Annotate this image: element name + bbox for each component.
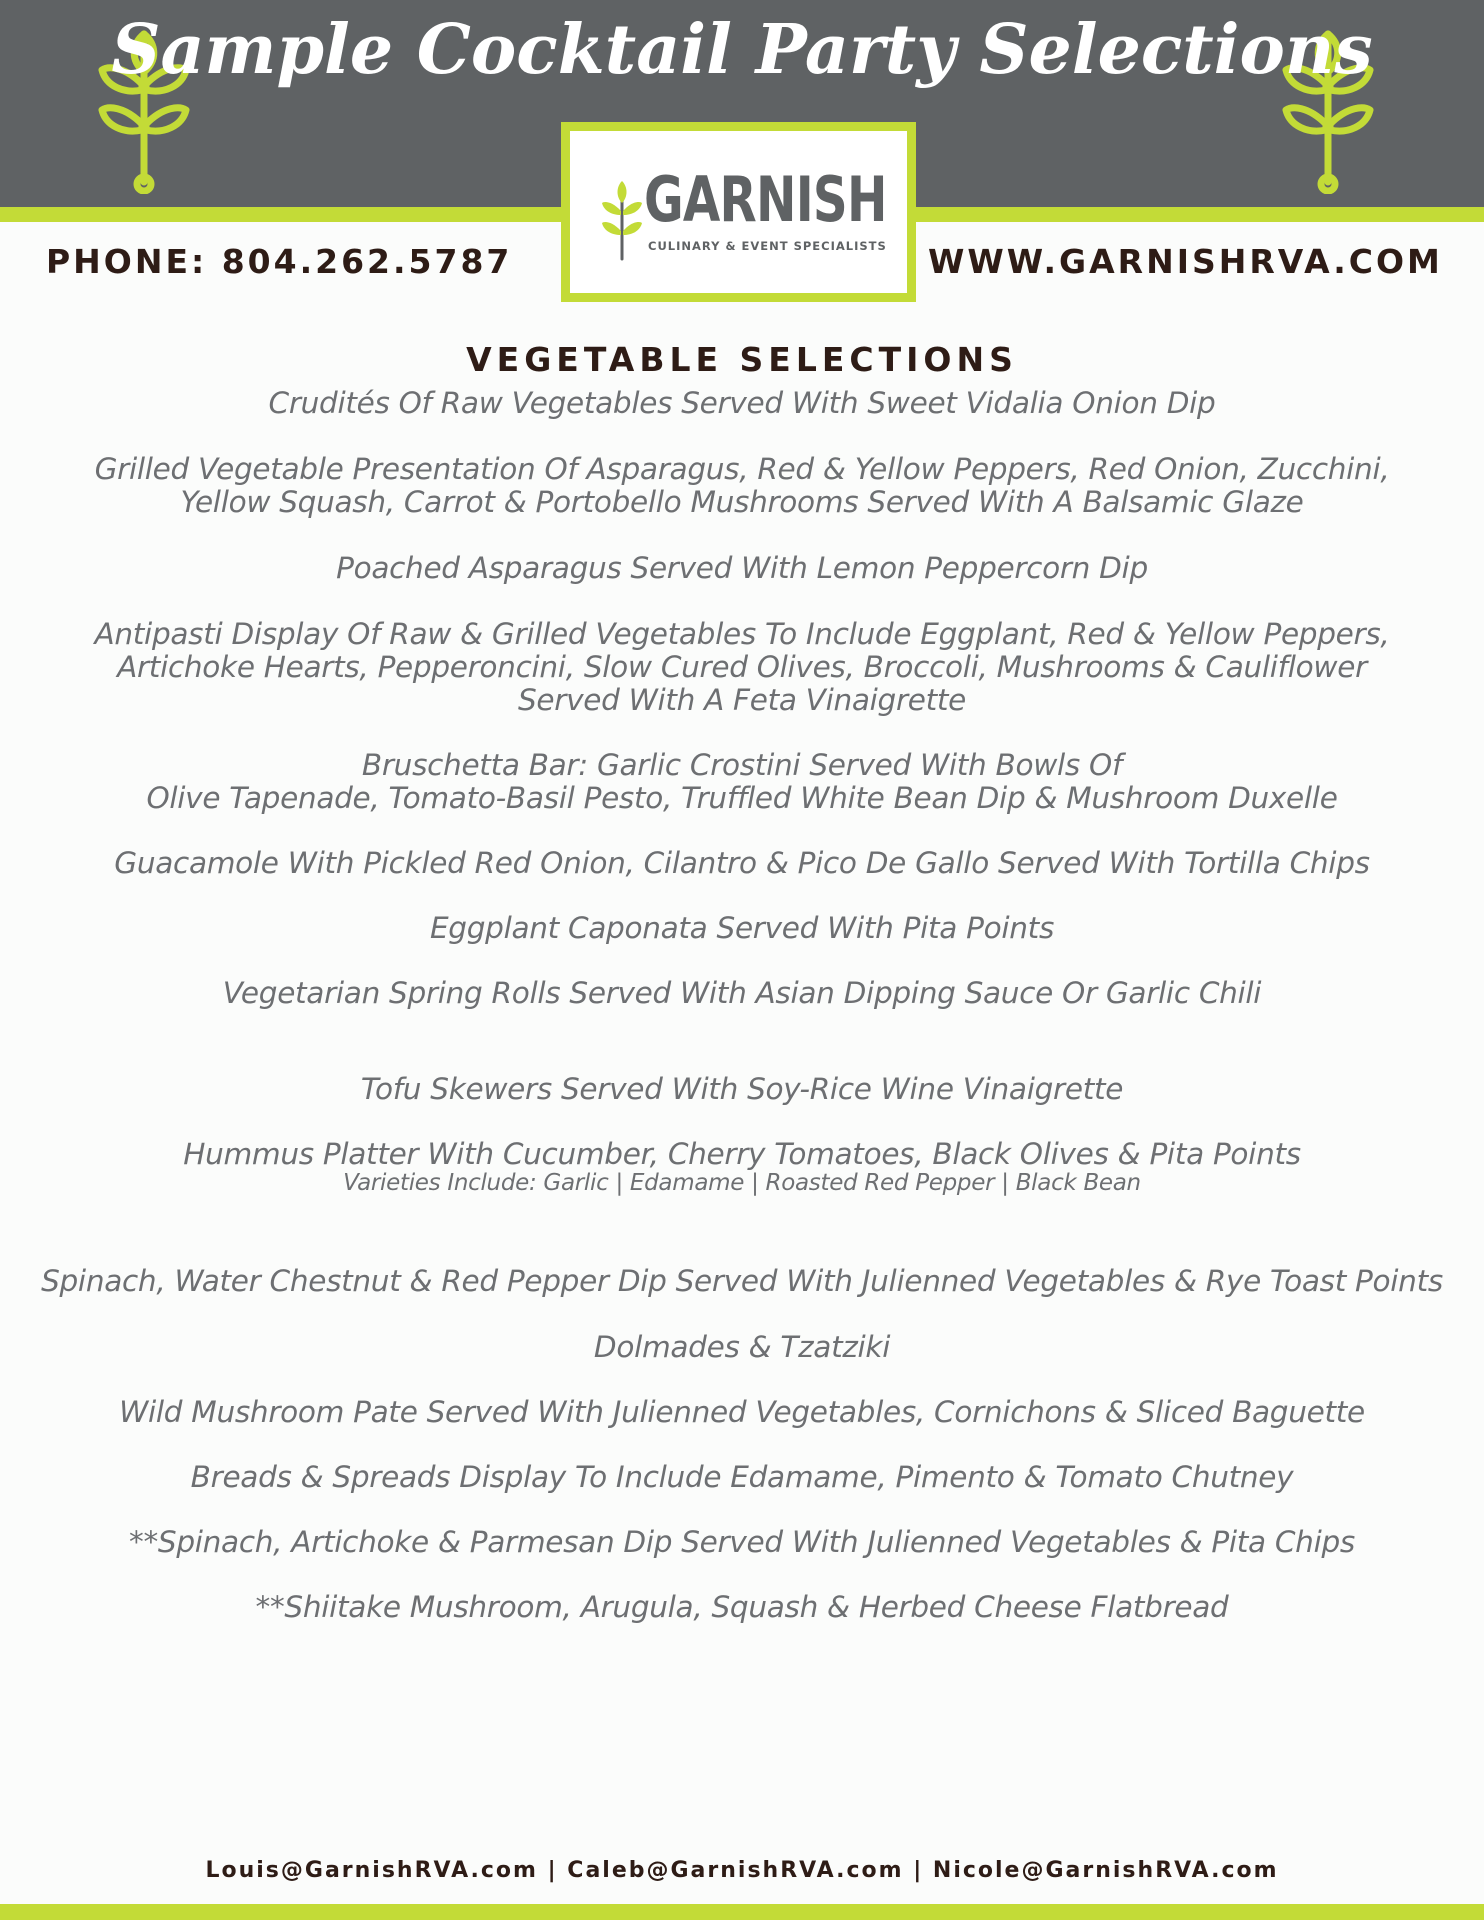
website-url: WWW.GARNISHRVA.COM — [928, 242, 1443, 281]
menu-item-line: Breads & Spreads Display To Include Edamame, Pimento & Tomato Chutney — [190, 1460, 1294, 1494]
menu-item-line: Yellow Squash, Carrot & Portobello Mushrooms Served With A Balsamic Glaze — [180, 485, 1304, 519]
menu-item-line: Antipasti Display Of Raw & Grilled Vegetables To Include Eggplant, Red & Yellow Peppers, — [94, 617, 1390, 651]
logo-wordmark: GARNISH — [644, 163, 887, 236]
footer-emails: Louis@GarnishRVA.com | Caleb@GarnishRVA.com | Nicole@GarnishRVA.com — [205, 1858, 1279, 1883]
menu-item-line: Hummus Platter With Cucumber, Cherry Tomatoes, Black Olives & Pita Points — [183, 1137, 1301, 1171]
garnish-logo — [561, 122, 916, 302]
menu-item — [20, 1265, 1464, 1298]
menu-item — [20, 912, 1464, 945]
menu-item — [20, 1138, 1464, 1195]
menu-item-line: Tofu Skewers Served With Soy-Rice Wine Vinaigrette — [360, 1072, 1124, 1106]
menu-item-line: Guacamole With Pickled Red Onion, Cilantro & Pico De Gallo Served With Tortilla Chips — [114, 846, 1370, 880]
menu-item-line: Wild Mushroom Pate Served With Julienned Vegetables, Cornichons & Sliced Baguette — [119, 1395, 1365, 1429]
menu-item-line: Grilled Vegetable Presentation Of Asparagus, Red & Yellow Peppers, Red Onion, Zucchini, — [94, 452, 1390, 486]
menu-item-line: Bruschetta Bar: Garlic Crostini Served With Bowls Of — [361, 748, 1123, 782]
menu-item-line: Poached Asparagus Served With Lemon Peppercorn Dip — [336, 551, 1148, 585]
menu-item — [20, 552, 1464, 585]
page-title: Sample Cocktail Party Selections — [111, 10, 1373, 90]
menu-item — [20, 1331, 1464, 1364]
menu-item — [20, 847, 1464, 880]
menu-item-line: Olive Tapenade, Tomato-Basil Pesto, Truffled White Bean Dip & Mushroom Duxelle — [146, 781, 1338, 815]
logo-subtitle: CULINARY & EVENT SPECIALISTS — [648, 239, 887, 253]
menu-item — [20, 1591, 1464, 1624]
menu-item-line: **Spinach, Artichoke & Parmesan Dip Served With Julienned Vegetables & Pita Chips — [129, 1525, 1355, 1559]
menu-item-varieties: Varieties Include: Garlic | Edamame | Roasted Red Pepper | Black Bean — [343, 1170, 1141, 1196]
menu-item-line: Eggplant Caponata Served With Pita Points — [429, 911, 1055, 945]
menu-item — [20, 1073, 1464, 1106]
menu-item-line: Served With A Feta Vinaigrette — [517, 683, 967, 717]
menu-item-line: Artichoke Hearts, Pepperoncini, Slow Cured Olives, Broccoli, Mushrooms & Cauliflower — [117, 650, 1367, 684]
menu-item-line: Vegetarian Spring Rolls Served With Asian Dipping Sauce Or Garlic Chili — [222, 976, 1262, 1010]
phone-number: PHONE: 804.262.5787 — [46, 242, 513, 281]
section-title: VEGETABLE SELECTIONS — [466, 340, 1018, 379]
menu-item — [20, 453, 1464, 519]
menu-item — [20, 749, 1464, 815]
menu-item-line: **Shiitake Mushroom, Arugula, Squash & Herbed Cheese Flatbread — [255, 1590, 1229, 1624]
menu-item — [20, 1396, 1464, 1429]
menu-item — [20, 977, 1464, 1010]
menu-item — [20, 1526, 1464, 1559]
menu-item-line: Dolmades & Tzatziki — [593, 1330, 891, 1364]
menu-item — [20, 1461, 1464, 1494]
menu-item-line: Spinach, Water Chestnut & Red Pepper Dip Served With Julienned Vegetables & Rye Toast Points — [41, 1264, 1443, 1298]
menu-item — [20, 618, 1464, 717]
menu-item-line: Crudités Of Raw Vegetables Served With Sweet Vidalia Onion Dip — [268, 386, 1216, 420]
menu-item — [20, 387, 1464, 420]
footer-accent-stripe — [0, 1904, 1484, 1920]
logo-leaf-icon — [602, 177, 642, 261]
